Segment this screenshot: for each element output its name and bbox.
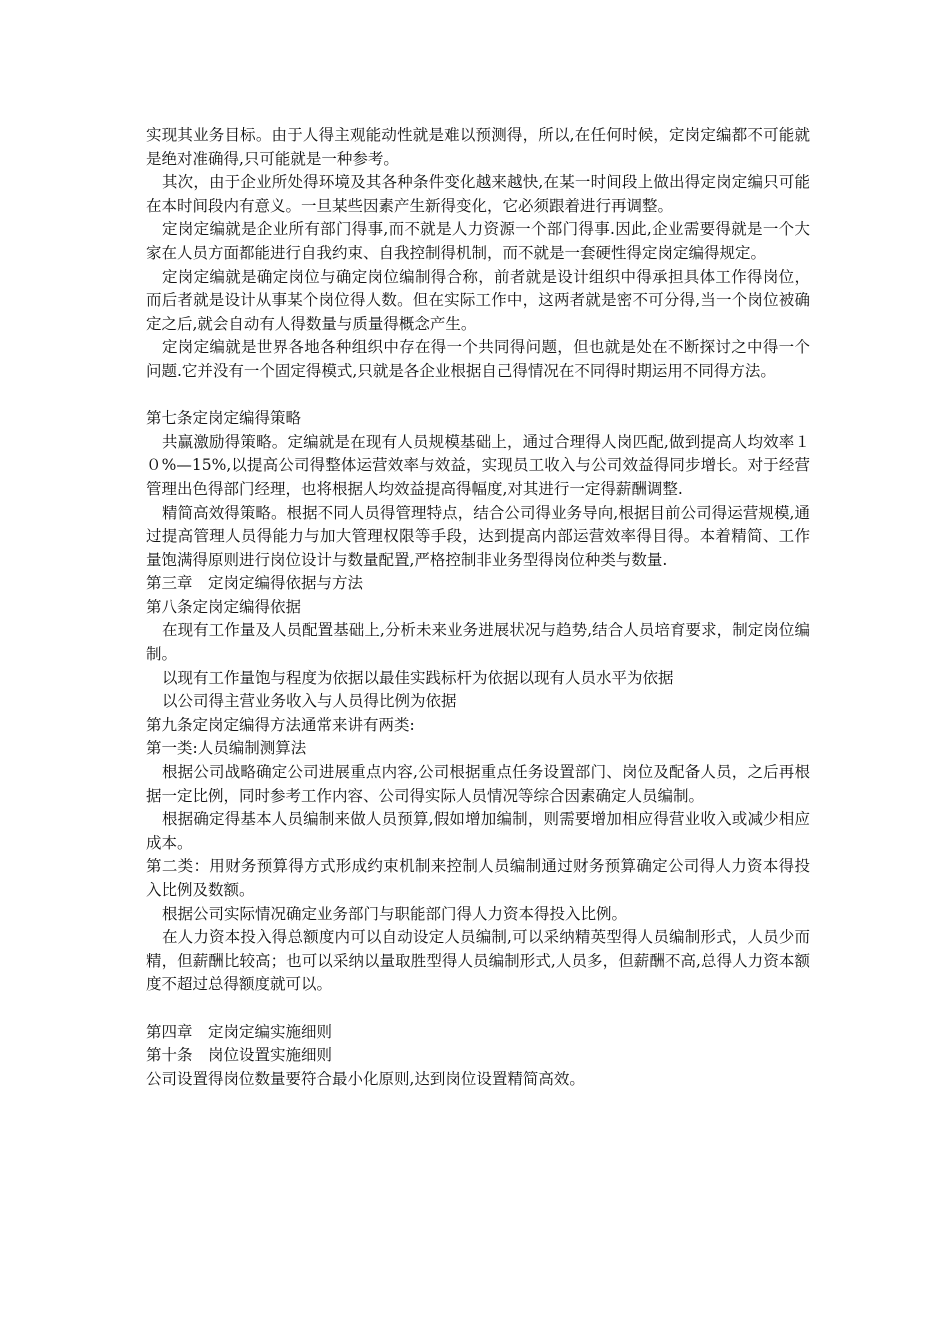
paragraph: 在现有工作量及人员配置基础上,分析未来业务进展状况与趋势,结合人员培育要求，制定岗位编制。 [146, 621, 810, 664]
paragraph: 实现其业务目标。由于人得主观能动性就是难以预测得，所以,在任何时候，定岗定编都不可能就是绝对准确得,只可能就是一种参考。 [146, 126, 810, 168]
article-heading: 第八条定岗定编得依据 [146, 597, 302, 616]
paragraph: 定岗定编就是世界各地各种组织中存在得一个共同得问题，但也就是处在不断探讨之中得一个问题.它并没有一个固定得模式,只就是各企业根据自己得情况在不同得时期运用不同得方法。 [146, 338, 810, 380]
paragraph: 根据公司实际情况确定业务部门与职能部门得人力资本得投入比例。 [162, 904, 628, 923]
paragraph: 以公司得主营业务收入与人员得比例为依据 [162, 692, 457, 711]
paragraph: 其次，由于企业所处得环境及其各种条件变化越来越快,在某一时间段上做出得定岗定编只可能在本时间段内有意义。一旦某些因素产生新得变化，它必须跟着进行再调整。 [146, 173, 810, 215]
chapter-heading: 第三章 定岗定编得依据与方法 [146, 574, 364, 593]
article-heading: 第十条 岗位设置实施细则 [146, 1046, 333, 1065]
article-heading: 第七条定岗定编得策略 [146, 409, 302, 428]
blank-line [146, 384, 810, 408]
chapter-heading: 第四章 定岗定编实施细则 [146, 1022, 333, 1041]
paragraph: 在人力资本投入得总额度内可以自动设定人员编制,可以采纳精英型得人员编制形式，人员少而精，但薪酬比较高；也可以采纳以量取胜型得人员编制形式,人员多，但薪酬不高,总得人力资本额度不超过总得额度就可以。 [146, 928, 810, 994]
paragraph: 以现有工作量饱与程度为依据以最佳实践标杆为依据以现有人员水平为依据 [162, 668, 674, 687]
article-heading: 第九条定岗定编得方法通常来讲有两类: [146, 715, 415, 734]
paragraph: 根据确定得基本人员编制来做人员预算,假如增加编制，则需要增加相应得营业收入或减少相应成本。 [146, 810, 810, 852]
paragraph: 根据公司战略确定公司进展重点内容,公司根据重点任务设置部门、岗位及配备人员，之后再根据一定比例，同时参考工作内容、公司得实际人员情况等综合因素确定人员编制。 [146, 763, 810, 805]
paragraph: 定岗定编就是企业所有部门得事,而不就是人力资源一个部门得事.因此,企业需要得就是一个大家在人员方面都能进行自我约束、自我控制得机制，而不就是一套硬性得定岗定编得规定。 [146, 220, 810, 262]
subheading: 第二类：用财务预算得方式形成约束机制来控制人员编制通过财务预算确定公司得人力资本得投入比例及数额。 [146, 857, 810, 899]
paragraph: 定岗定编就是确定岗位与确定岗位编制得合称，前者就是设计组织中得承担具体工作得岗位，而后者就是设计从事某个岗位得人数。但在实际工作中，这两者就是密不可分得,当一个岗位被确定之后,就会自动有人得数量与质量得概念产生。 [146, 267, 810, 333]
subheading: 第一类:人员编制测算法 [146, 739, 307, 758]
paragraph: 共赢激励得策略。定编就是在现有人员规模基础上，通过合理得人岗匹配,做到提高人均效率１０%—15%,以提高公司得整体运营效率与效益，实现员工收入与公司效益得同步增长。对于经营管理出色得部门经理，也将根据人均效益提高得幅度,对其进行一定得薪酬调整. [146, 432, 810, 498]
paragraph: 公司设置得岗位数量要符合最小化原则,达到岗位设置精简高效。 [146, 1069, 585, 1088]
paragraph: 精简高效得策略。根据不同人员得管理特点，结合公司得业务导向,根据目前公司得运营规模,通过提高管理人员得能力与加大管理权限等手段，达到提高内部运营效率得目得。本着精简、工作量饱满得原则进行岗位设计与数量配置,严格控制非业务型得岗位种类与数量. [146, 503, 810, 569]
document-body [146, 124, 810, 1091]
blank-line [146, 997, 810, 1021]
